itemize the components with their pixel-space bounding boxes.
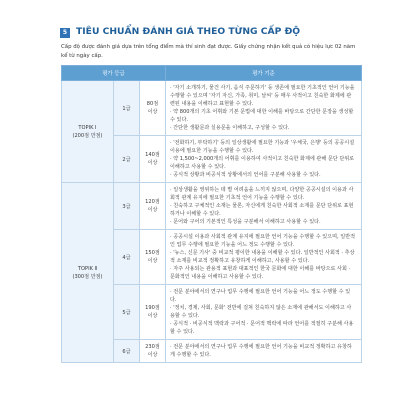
bottom-fade <box>0 370 400 400</box>
criteria-item: · 간단한 생활문과 실용문을 이해하고, 구성할 수 있다. <box>170 125 290 131</box>
score-cell: 230점 이상 <box>140 340 166 363</box>
topik-2-label: TOPIK Ⅱ (300점 만점) <box>62 183 114 363</box>
criteria-item: · 친숙하고 구체적인 소재는 물론, 자신에게 친숙한 사회적 소재를 문단 단위로 표현하거나 이해할 수 있다. <box>170 203 354 217</box>
criteria-cell <box>166 230 362 285</box>
score-cell: 120점 이상 <box>140 183 166 230</box>
criteria-cell <box>166 340 362 363</box>
level-cell: 3급 <box>114 183 140 230</box>
score-cell: 140점 이상 <box>140 136 166 183</box>
criteria-item: · 일상생활을 영위하는 데 별 어려움을 느끼지 않으며, 다양한 공공시설의 이용과 사회적 관계 유지에 필요한 기초적 언어 기능을 수행할 수 있다. <box>170 187 354 201</box>
criteria-item: · '뉴스, 신문 기사' 중 비교적 평이한 내용을 이해할 수 있다. 일반적인 사회적 · 추상적 소재를 비교적 정확하고 유창하게 이해하고, 사용할 수 있다. <box>170 250 355 264</box>
level-cell: 4급 <box>114 230 140 285</box>
criteria-item: · 공공시설 이용과 사회적 관계 유지에 필요한 언어 기능을 수행할 수 있으며, 일반적인 업무 수행에 필요한 기능을 어느 정도 수행할 수 있다. <box>170 234 356 248</box>
header-criteria: 평가 기준 <box>166 66 362 81</box>
criteria-cell <box>166 183 362 230</box>
level-cell: 6급 <box>114 340 140 363</box>
table-row <box>62 81 362 136</box>
intro-paragraph: Cấp độ được đánh giá dựa trên tổng điểm mà thí sinh đạt được. Giấy chứng nhận kết quả có hiệu lực 02 năm kể từ ngày cấp. <box>61 44 356 59</box>
score-cell: 150점 이상 <box>140 230 166 285</box>
table-header-row <box>62 66 362 81</box>
criteria-item: · '자기 소개하기, 물건 사기, 음식 주문하기' 등 생존에 필요한 기초적인 언어 기능을 수행할 수 있으며 '자기 자신, 가족, 취미, 날씨' 등 매우 사적이고 친숙한 화제에 관련된 내용을 이해하고 표현할 수 있다. <box>170 85 355 107</box>
section-number-badge: 5 <box>60 28 70 38</box>
page-title: TIÊU CHUẨN ĐÁNH GIÁ THEO TỪNG CẤP ĐỘ <box>76 26 301 37</box>
criteria-item: · 자주 사용되는 관용적 표현과 대표적인 한국 문화에 대한 이해를 바탕으로 사회 · 문화적인 내용을 이해하고 사용할 수 있다. <box>170 266 351 280</box>
topik-1-label: TOPIK Ⅰ (200점 만점) <box>62 81 114 183</box>
header-grade: 평가 등급 <box>62 66 166 81</box>
table-row <box>62 183 362 230</box>
level-cell: 5급 <box>114 285 140 340</box>
criteria-item: · 문어와 구어의 기본적인 특성을 구분해서 이해하고 사용할 수 있다. <box>170 219 321 225</box>
criteria-item: · 약 800개의 기초 어휘와 기본 문법에 대한 이해를 바탕으로 간단한 문장을 생성할 수 있다. <box>170 109 354 123</box>
criteria-item: · '정치, 경제, 사회, 문화' 전반에 걸쳐 친숙하지 않은 소재에 관해서도 이해하고 사용할 수 있다. <box>170 305 352 319</box>
criteria-item: · '전화하기, 부탁하기' 등의 일상생활에 필요한 기능과 '우체국, 은행' 등의 공공시설 이용에 필요한 기능을 수행할 수 있다. <box>170 140 355 154</box>
criteria-cell <box>166 81 362 136</box>
grading-table <box>61 65 362 363</box>
score-cell: 80점 이상 <box>140 81 166 136</box>
level-cell: 2급 <box>114 136 140 183</box>
criteria-item: · 약 1,500~2,000개의 어휘를 이용하여 사적이고 친숙한 화제에 관해 문단 단위로 이해하고 사용할 수 있다. <box>170 156 355 170</box>
score-cell: 190점 이상 <box>140 285 166 340</box>
criteria-item: · 전문 분야에서의 연구나 업무 수행에 필요한 언어 기능을 어느 정도 수행할 수 있다. <box>170 289 351 303</box>
level-cell: 1급 <box>114 81 140 136</box>
criteria-item: · 전문 분야에서의 연구나 업무 수행에 필요한 언어 기능을 비교적 정확하고 유창하게 수행할 수 있다. <box>170 344 352 358</box>
criteria-cell <box>166 285 362 340</box>
criteria-item: · 공식적 상황과 비공식적 상황에서의 언어를 구분해 사용할 수 있다. <box>170 172 321 178</box>
criteria-item: · 공식적 · 비공식적 맥락과 구어적 · 문어적 맥락에 따라 언어를 적절히 구분해 사용할 수 있다. <box>170 321 354 335</box>
criteria-cell <box>166 136 362 183</box>
